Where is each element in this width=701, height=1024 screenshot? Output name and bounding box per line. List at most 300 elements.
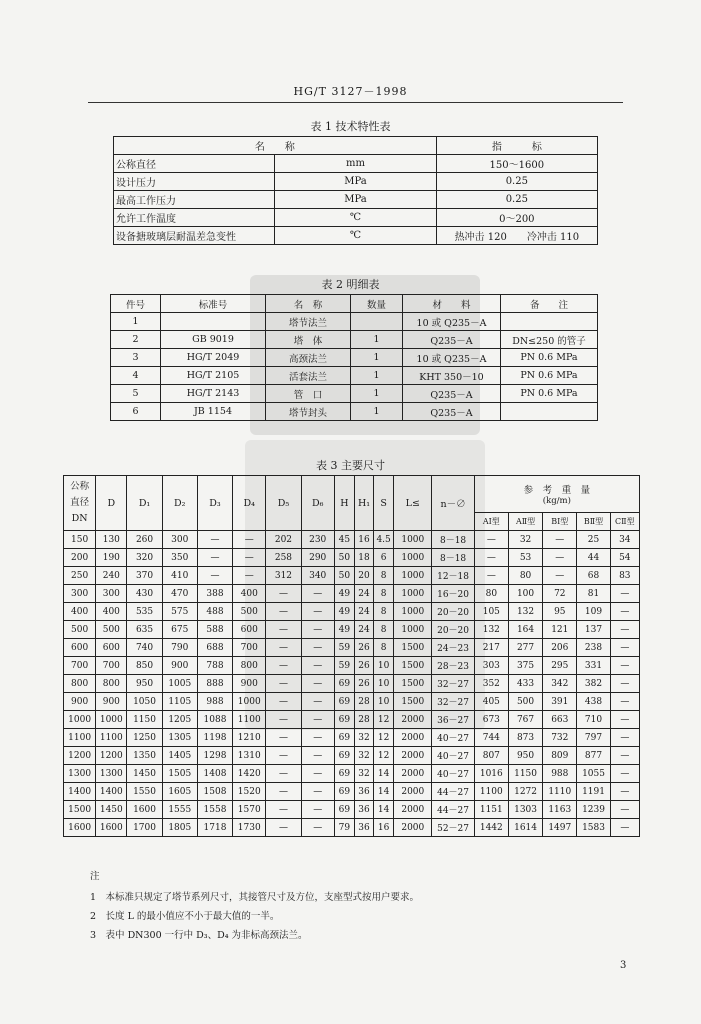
table3-cell: 950 bbox=[508, 747, 542, 765]
table2-caption: 表 2 明细表 bbox=[321, 278, 380, 291]
table3-cell: 1500 bbox=[64, 801, 96, 819]
table3-cell: 1200 bbox=[96, 747, 127, 765]
table3-cell: 400 bbox=[96, 603, 127, 621]
table-row bbox=[64, 531, 640, 549]
table3-cell: 1000 bbox=[96, 711, 127, 729]
table3-cell: 100 bbox=[508, 585, 542, 603]
table3-cell: 1442 bbox=[474, 819, 508, 837]
table3-cell: 1000 bbox=[394, 585, 432, 603]
table3-cell: 290 bbox=[301, 549, 334, 567]
table1-unit-cell: mm bbox=[275, 155, 436, 173]
table3-cell: 1450 bbox=[127, 765, 162, 783]
table1-caption: 表 1 技术特性表 bbox=[310, 120, 391, 133]
table3-cell: 32 bbox=[354, 747, 373, 765]
table3-cell: — bbox=[610, 747, 639, 765]
table3-cell: 69 bbox=[334, 801, 354, 819]
table3-cell: 1497 bbox=[543, 819, 577, 837]
table2-cell: 活套法兰 bbox=[266, 367, 351, 385]
table-row bbox=[64, 675, 640, 693]
table3-cell: 69 bbox=[334, 729, 354, 747]
table3-cell: 10 bbox=[374, 657, 394, 675]
table3-cell: 36 bbox=[354, 801, 373, 819]
table3-cell: 1000 bbox=[394, 603, 432, 621]
table3-cell: — bbox=[301, 729, 334, 747]
table-row bbox=[114, 209, 598, 227]
table3-cell: — bbox=[233, 567, 266, 585]
table2-column-header: 数量 bbox=[351, 295, 403, 313]
table3-cell: 1550 bbox=[127, 783, 162, 801]
table3-weight-type-header: CⅡ型 bbox=[610, 513, 639, 531]
table3-cell: 32 bbox=[508, 531, 542, 549]
table3-cell: 488 bbox=[197, 603, 232, 621]
table3-cell: — bbox=[301, 819, 334, 837]
table3-cell: — bbox=[266, 603, 301, 621]
table3-cell: 40－27 bbox=[432, 765, 474, 783]
table3-column-header: n－∅ bbox=[432, 476, 474, 531]
table3-cell: 8－18 bbox=[432, 531, 474, 549]
table3-cell: 2000 bbox=[394, 711, 432, 729]
table3-cell: 900 bbox=[233, 675, 266, 693]
table3-column-header: H₁ bbox=[354, 476, 373, 531]
table3-cell: 1100 bbox=[96, 729, 127, 747]
table3-col-dn: 公称 直径 DN bbox=[64, 476, 96, 531]
table3-cell: — bbox=[474, 549, 508, 567]
table3-cell: 54 bbox=[610, 549, 639, 567]
table3-cell: 1300 bbox=[64, 765, 96, 783]
table3-cell: 36 bbox=[354, 783, 373, 801]
table3-cell: 1520 bbox=[233, 783, 266, 801]
table3-cell: 1555 bbox=[162, 801, 197, 819]
note-item: 3 表中 DN300 一行中 D₃、D₄ 为非标高颈法兰。 bbox=[90, 930, 308, 941]
table3-cell: 809 bbox=[543, 747, 577, 765]
table2-cell: 1 bbox=[351, 349, 403, 367]
table3-cell: 69 bbox=[334, 747, 354, 765]
table3-cell: 688 bbox=[197, 639, 232, 657]
table1-name-cell: 公称直径 bbox=[114, 155, 275, 173]
table3-cell: — bbox=[301, 783, 334, 801]
table3-cell: 12－18 bbox=[432, 567, 474, 585]
table-row bbox=[64, 585, 640, 603]
table3-cell: 800 bbox=[64, 675, 96, 693]
table3-cell: 500 bbox=[233, 603, 266, 621]
weight-title: 参 考 重 量 bbox=[523, 485, 591, 496]
table-row bbox=[111, 367, 598, 385]
table3-cell: 2000 bbox=[394, 729, 432, 747]
table3-cell: 164 bbox=[508, 621, 542, 639]
table3-cell: 1100 bbox=[233, 711, 266, 729]
table-row bbox=[111, 331, 598, 349]
table3-cell: 69 bbox=[334, 693, 354, 711]
table3-cell: 788 bbox=[197, 657, 232, 675]
table3-cell: 130 bbox=[96, 531, 127, 549]
table3-cell: 1400 bbox=[96, 783, 127, 801]
weight-unit: (kg/m) bbox=[542, 496, 571, 506]
table3-cell: — bbox=[301, 639, 334, 657]
table1-value-cell: 0～200 bbox=[436, 209, 597, 227]
table3-cell: 1100 bbox=[474, 783, 508, 801]
table3-weight-header bbox=[474, 476, 639, 513]
table3-cell: 1210 bbox=[233, 729, 266, 747]
table3-cell: — bbox=[301, 747, 334, 765]
table2-cell: 6 bbox=[111, 403, 161, 421]
table3-cell: 49 bbox=[334, 585, 354, 603]
table3-cell: 121 bbox=[543, 621, 577, 639]
table3-cell: — bbox=[610, 657, 639, 675]
table1-header-row bbox=[114, 137, 598, 155]
table3-cell: — bbox=[197, 549, 232, 567]
table3-cell: 10 bbox=[374, 675, 394, 693]
table3-cell: 320 bbox=[127, 549, 162, 567]
table3-cell: 49 bbox=[334, 621, 354, 639]
table3-cell: — bbox=[610, 765, 639, 783]
table3-cell: 382 bbox=[577, 675, 610, 693]
table3-cell: 1583 bbox=[577, 819, 610, 837]
table3-cell: 49 bbox=[334, 603, 354, 621]
table3-cell: 1088 bbox=[197, 711, 232, 729]
table3-cell: 535 bbox=[127, 603, 162, 621]
table3-cell: — bbox=[266, 819, 301, 837]
table3-cell: 900 bbox=[64, 693, 96, 711]
table3-cell: 1408 bbox=[197, 765, 232, 783]
table3-cell: 1110 bbox=[543, 783, 577, 801]
table3-caption: 表 3 主要尺寸 bbox=[316, 459, 385, 472]
table-row bbox=[64, 603, 640, 621]
table3-cell: — bbox=[266, 765, 301, 783]
table2-cell: PN 0.6 MPa bbox=[501, 367, 598, 385]
table3-cell: 410 bbox=[162, 567, 197, 585]
table3-cell: 1718 bbox=[197, 819, 232, 837]
table3-cell: 340 bbox=[301, 567, 334, 585]
table2-cell: JB 1154 bbox=[161, 403, 266, 421]
table3-cell: 1005 bbox=[162, 675, 197, 693]
page-number: 3 bbox=[620, 960, 627, 971]
table3-cell: 260 bbox=[127, 531, 162, 549]
table-row bbox=[64, 765, 640, 783]
table3-cell: — bbox=[266, 783, 301, 801]
table3-cell: 1605 bbox=[162, 783, 197, 801]
table3-cell: 72 bbox=[543, 585, 577, 603]
table3-cell: 50 bbox=[334, 567, 354, 585]
table3-cell: 1508 bbox=[197, 783, 232, 801]
table3-cell: 28 bbox=[354, 693, 373, 711]
table3-cell: 28 bbox=[354, 711, 373, 729]
table3-cell: 40－27 bbox=[432, 747, 474, 765]
table2-cell: KHT 350－10 bbox=[403, 367, 501, 385]
table3-cell: 2000 bbox=[394, 819, 432, 837]
table3-cell: 1100 bbox=[64, 729, 96, 747]
table3-cell: 1239 bbox=[577, 801, 610, 819]
table3-cell: 388 bbox=[197, 585, 232, 603]
table3-cell: 1350 bbox=[127, 747, 162, 765]
table3-cell: 873 bbox=[508, 729, 542, 747]
table3-column-header: L≤ bbox=[394, 476, 432, 531]
table-row bbox=[111, 403, 598, 421]
table2-cell: Q235－A bbox=[403, 331, 501, 349]
table3-cell: 988 bbox=[543, 765, 577, 783]
table3-column-header: D₂ bbox=[162, 476, 197, 531]
table3-cell: 500 bbox=[508, 693, 542, 711]
table2-cell: 3 bbox=[111, 349, 161, 367]
table3-cell: — bbox=[610, 603, 639, 621]
table3-cell: — bbox=[301, 603, 334, 621]
table3-cell: 1050 bbox=[127, 693, 162, 711]
table3-cell: 8－18 bbox=[432, 549, 474, 567]
table-row bbox=[114, 173, 598, 191]
table3-cell: 1400 bbox=[64, 783, 96, 801]
table3-cell: 32－27 bbox=[432, 675, 474, 693]
table3-cell: 217 bbox=[474, 639, 508, 657]
table3-cell: 740 bbox=[127, 639, 162, 657]
table3-cell: — bbox=[610, 801, 639, 819]
table3-cell: 238 bbox=[577, 639, 610, 657]
table3-cell: 69 bbox=[334, 675, 354, 693]
table3-cell: 2000 bbox=[394, 783, 432, 801]
table-row bbox=[64, 621, 640, 639]
table3-cell: 12 bbox=[374, 729, 394, 747]
table3-cell: 69 bbox=[334, 765, 354, 783]
table3-cell: 20－20 bbox=[432, 621, 474, 639]
table-row bbox=[111, 385, 598, 403]
table2-cell: HG/T 2049 bbox=[161, 349, 266, 367]
table3-cell: 600 bbox=[233, 621, 266, 639]
table3-cell: 1016 bbox=[474, 765, 508, 783]
table-row bbox=[64, 783, 640, 801]
table3-cell: 1558 bbox=[197, 801, 232, 819]
table3-cell: — bbox=[543, 549, 577, 567]
table3-cell: 1000 bbox=[64, 711, 96, 729]
table3-cell: 18 bbox=[354, 549, 373, 567]
table3-cell: 200 bbox=[64, 549, 96, 567]
table3-cell: 36 bbox=[354, 819, 373, 837]
table-row bbox=[64, 711, 640, 729]
table3-cell: 1500 bbox=[394, 693, 432, 711]
table3-cell: 675 bbox=[162, 621, 197, 639]
table3-cell: 258 bbox=[266, 549, 301, 567]
table3-cell: 32 bbox=[354, 765, 373, 783]
note-item: 2 长度 L 的最小值应不小于最大值的一半。 bbox=[90, 911, 280, 922]
table3-column-header: D₆ bbox=[301, 476, 334, 531]
table3-cell: 6 bbox=[374, 549, 394, 567]
table3-cell: 26 bbox=[354, 675, 373, 693]
table3-cell: 81 bbox=[577, 585, 610, 603]
table-row bbox=[64, 549, 640, 567]
table3-cell: 250 bbox=[64, 567, 96, 585]
table3-cell: 79 bbox=[334, 819, 354, 837]
table3-cell: 500 bbox=[96, 621, 127, 639]
table3-cell: 83 bbox=[610, 567, 639, 585]
table3-cell: — bbox=[543, 531, 577, 549]
table3-cell: 700 bbox=[64, 657, 96, 675]
table3-cell: 1250 bbox=[127, 729, 162, 747]
table3-cell: 370 bbox=[127, 567, 162, 585]
table2-cell: 高颈法兰 bbox=[266, 349, 351, 367]
table3-cell: 1600 bbox=[127, 801, 162, 819]
table3-cell: — bbox=[266, 693, 301, 711]
table3-cell: 50 bbox=[334, 549, 354, 567]
table3-cell: 1805 bbox=[162, 819, 197, 837]
table1-unit-cell: MPa bbox=[275, 191, 436, 209]
table3-cell: — bbox=[266, 657, 301, 675]
table-row bbox=[64, 819, 640, 837]
table3-cell: — bbox=[301, 711, 334, 729]
table3-cell: 1298 bbox=[197, 747, 232, 765]
table3-cell: 240 bbox=[96, 567, 127, 585]
table3-cell: 1303 bbox=[508, 801, 542, 819]
table3-cell: 2000 bbox=[394, 801, 432, 819]
table3-cell: 190 bbox=[96, 549, 127, 567]
notes-title: 注 bbox=[90, 871, 100, 882]
table-row bbox=[64, 639, 640, 657]
table3-cell: 500 bbox=[64, 621, 96, 639]
table3-cell: 1570 bbox=[233, 801, 266, 819]
table2-cell bbox=[501, 403, 598, 421]
table3-cell: 312 bbox=[266, 567, 301, 585]
table2-cell: 塔节封头 bbox=[266, 403, 351, 421]
table3-cell: 277 bbox=[508, 639, 542, 657]
table3-column-header: S bbox=[374, 476, 394, 531]
table3-cell: 1000 bbox=[394, 567, 432, 585]
table3-cell: 16 bbox=[354, 531, 373, 549]
table3-cell: 1000 bbox=[394, 549, 432, 567]
table-row bbox=[114, 155, 598, 173]
table3-cell: 8 bbox=[374, 639, 394, 657]
table3-cell: 26 bbox=[354, 657, 373, 675]
table3-cell: 405 bbox=[474, 693, 508, 711]
table3-cell: — bbox=[610, 693, 639, 711]
table-row bbox=[114, 191, 598, 209]
table3-cell: 1500 bbox=[394, 639, 432, 657]
table3-cell: — bbox=[610, 675, 639, 693]
table2-cell: 1 bbox=[351, 367, 403, 385]
table2-column-header: 标准号 bbox=[161, 295, 266, 313]
table2-parts-list bbox=[110, 294, 598, 421]
table3-cell: — bbox=[266, 711, 301, 729]
table1-col-name: 名 称 bbox=[114, 137, 437, 155]
header-rule bbox=[88, 102, 623, 103]
table3-column-header: D₅ bbox=[266, 476, 301, 531]
table2-cell bbox=[351, 313, 403, 331]
table1-unit-cell: ℃ bbox=[275, 227, 436, 245]
table3-cell: 807 bbox=[474, 747, 508, 765]
table1-name-cell: 设计压力 bbox=[114, 173, 275, 191]
table3-column-header: D₄ bbox=[233, 476, 266, 531]
table3-cell: 430 bbox=[127, 585, 162, 603]
table3-cell: 673 bbox=[474, 711, 508, 729]
table3-cell: 132 bbox=[508, 603, 542, 621]
table3-header-row bbox=[64, 476, 640, 513]
table3-cell: 600 bbox=[64, 639, 96, 657]
table3-cell: — bbox=[197, 567, 232, 585]
table3-cell: 1614 bbox=[508, 819, 542, 837]
table3-cell: — bbox=[266, 585, 301, 603]
table3-cell: 28－23 bbox=[432, 657, 474, 675]
table2-cell: 塔节法兰 bbox=[266, 313, 351, 331]
table3-cell: 575 bbox=[162, 603, 197, 621]
table3-cell: 24 bbox=[354, 585, 373, 603]
table3-cell: 2000 bbox=[394, 765, 432, 783]
table3-cell: — bbox=[610, 783, 639, 801]
table3-cell: 14 bbox=[374, 783, 394, 801]
table3-cell: 12 bbox=[374, 747, 394, 765]
table3-cell: 1000 bbox=[394, 531, 432, 549]
table1-technical-characteristics bbox=[113, 136, 598, 245]
table3-cell: — bbox=[610, 819, 639, 837]
table3-cell: 888 bbox=[197, 675, 232, 693]
table3-cell: 300 bbox=[64, 585, 96, 603]
table3-cell: 202 bbox=[266, 531, 301, 549]
table3-cell: 59 bbox=[334, 657, 354, 675]
table3-cell: 303 bbox=[474, 657, 508, 675]
table3-cell: 8 bbox=[374, 585, 394, 603]
table3-cell: 800 bbox=[233, 657, 266, 675]
table3-cell: — bbox=[301, 621, 334, 639]
table3-cell: 1055 bbox=[577, 765, 610, 783]
table2-cell: 2 bbox=[111, 331, 161, 349]
table2-cell: DN≤250 的管子 bbox=[501, 331, 598, 349]
table3-cell: 710 bbox=[577, 711, 610, 729]
table3-cell: 25 bbox=[577, 531, 610, 549]
table3-cell: 206 bbox=[543, 639, 577, 657]
table3-cell: 36－27 bbox=[432, 711, 474, 729]
table3-weight-type-header: AⅠ型 bbox=[474, 513, 508, 531]
table3-cell: — bbox=[266, 801, 301, 819]
table1-value-cell: 0.25 bbox=[436, 191, 597, 209]
table1-value-cell: 热冲击 120 冷冲击 110 bbox=[436, 227, 597, 245]
table1-name-cell: 允许工作温度 bbox=[114, 209, 275, 227]
table3-cell: 69 bbox=[334, 711, 354, 729]
table3-cell: 400 bbox=[233, 585, 266, 603]
table3-cell: 14 bbox=[374, 765, 394, 783]
table3-cell: 663 bbox=[543, 711, 577, 729]
table3-cell: 40－27 bbox=[432, 729, 474, 747]
table2-cell: 10 或 Q235－A bbox=[403, 349, 501, 367]
table3-cell: 80 bbox=[508, 567, 542, 585]
table3-cell: 32－27 bbox=[432, 693, 474, 711]
table3-cell: — bbox=[266, 747, 301, 765]
table3-cell: 1600 bbox=[96, 819, 127, 837]
table3-cell: 1191 bbox=[577, 783, 610, 801]
table3-cell: 109 bbox=[577, 603, 610, 621]
table3-cell: 988 bbox=[197, 693, 232, 711]
table2-cell: 1 bbox=[351, 331, 403, 349]
table3-cell: 1600 bbox=[64, 819, 96, 837]
table3-cell: 34 bbox=[610, 531, 639, 549]
table3-cell: 150 bbox=[64, 531, 96, 549]
table3-cell: 433 bbox=[508, 675, 542, 693]
table3-cell: 850 bbox=[127, 657, 162, 675]
table-row bbox=[114, 227, 598, 245]
table-row bbox=[64, 657, 640, 675]
table3-cell: 16 bbox=[374, 819, 394, 837]
table2-cell: PN 0.6 MPa bbox=[501, 385, 598, 403]
table1-name-cell: 设备搪玻璃层耐温差急变性 bbox=[114, 227, 275, 245]
table3-column-header: H bbox=[334, 476, 354, 531]
table3-cell: — bbox=[301, 657, 334, 675]
table3-cell: 352 bbox=[474, 675, 508, 693]
table3-cell: — bbox=[266, 729, 301, 747]
table3-cell: — bbox=[474, 531, 508, 549]
table3-cell: 700 bbox=[96, 657, 127, 675]
table3-cell: 375 bbox=[508, 657, 542, 675]
table3-cell: 391 bbox=[543, 693, 577, 711]
table3-cell: — bbox=[266, 639, 301, 657]
table3-cell: 1198 bbox=[197, 729, 232, 747]
table3-cell: 45 bbox=[334, 531, 354, 549]
table3-cell: 10 bbox=[374, 693, 394, 711]
table3-cell: — bbox=[266, 675, 301, 693]
table2-cell: Q235－A bbox=[403, 385, 501, 403]
table3-cell: 1700 bbox=[127, 819, 162, 837]
